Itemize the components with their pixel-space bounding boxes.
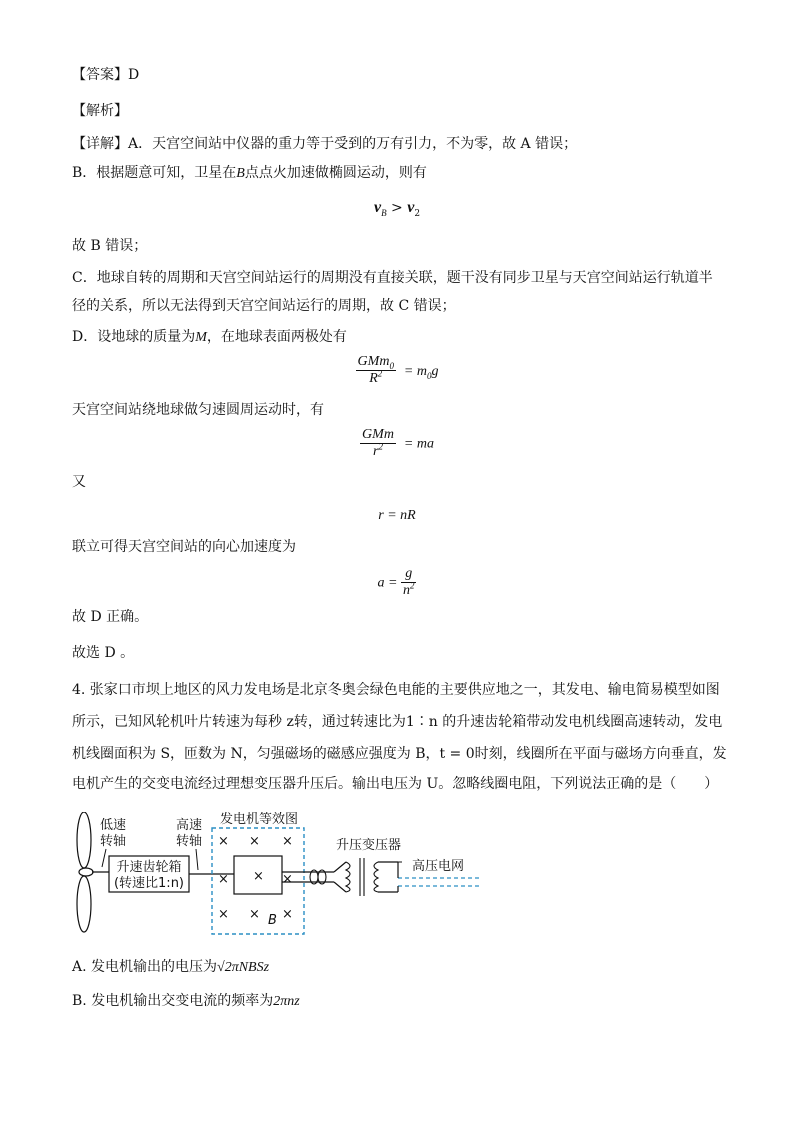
b-post: 点点火加速做椭圆运动，则有 — [244, 165, 427, 181]
answer-line — [72, 65, 139, 85]
answer-value: D — [128, 67, 140, 83]
c-line-2: 径的关系，所以无法得到天宫空间站运行的周期，故 C 错误； — [72, 298, 456, 314]
grid-label: 高压电网 — [412, 859, 465, 874]
b-pre: B．根据题意可知，卫星在 — [72, 165, 237, 181]
d-intro — [72, 327, 347, 348]
equation-velocity: $v_B > v_2$ — [373, 199, 421, 219]
d-post: ，在地球表面两极处有 — [206, 329, 347, 345]
q4-line-3: 机线圈面积为 S，匝数为 N，匀强磁场的磁感应强度为 B，t = 0时刻，线圈所在平面与磁场方向垂直，发 — [72, 746, 727, 762]
svg-text:×: × — [282, 907, 293, 922]
equation-orbit: $\frac{\text{GMm}}{r^2}$ = ma — [362, 427, 434, 459]
b-point: B — [236, 166, 245, 181]
answer-tag: 【答案】 — [72, 67, 128, 83]
high-speed-label-2: 转轴 — [176, 834, 203, 849]
option-a-text: A. 发电机输出的电压为 — [72, 959, 218, 975]
svg-text:×: × — [218, 872, 229, 887]
analysis-tag: 【解析】 — [72, 103, 128, 119]
low-speed-label-2: 转轴 — [100, 834, 127, 849]
q4-line-1: 4. 张家口市坝上地区的风力发电场是北京冬奥会绿色电能的主要供应地之一，其发电、输电简易模型如图 — [72, 682, 720, 698]
final-choice: 故选 D 。 — [72, 645, 135, 661]
svg-text:×: × — [282, 834, 293, 849]
svg-text:×: × — [249, 907, 260, 922]
equation-acceleration: a = $\frac{g}{n^2}$ — [377, 566, 415, 598]
d-mass: M — [195, 330, 207, 345]
high-speed-label-1: 高速 — [176, 818, 203, 833]
field-label: B — [268, 913, 277, 928]
equation-surface-gravity: $\frac{GMm_0}{R^2}$ = $m_0g$ — [357, 354, 439, 386]
d-pre: D．设地球的质量为 — [72, 329, 196, 345]
svg-text:×: × — [218, 834, 229, 849]
d-combined: 联立可得天宫空间站的向心加速度为 — [72, 539, 296, 555]
generator-diagram — [72, 812, 492, 940]
c-line-1: C．地球自转的周期和天宫空间站运行的周期没有直接关联，题干没有同步卫星与天宫空间站运行轨道半 — [72, 270, 713, 286]
b-conclusion: 故 B 错误； — [72, 238, 148, 254]
wind-turbine-icon — [77, 812, 93, 932]
svg-text:×: × — [282, 872, 293, 887]
q4-line-4: 电机产生的交变电流经过理想变压器升压后。输出电压为 U。忽略线圈电阻，下列说法正确的是（ ） — [72, 776, 719, 792]
gearbox-label-2: (转速比1:n) — [113, 876, 185, 891]
svg-text:×: × — [218, 907, 229, 922]
q4-line-2: 所示，已知风轮机叶片转速为每秒 z转，通过转速比为1∶n 的升速齿轮箱带动发电机线圈高速转动，发电 — [72, 714, 723, 730]
gearbox-label-1: 升速齿轮箱 — [116, 860, 182, 875]
d-conclusion: 故 D 正确。 — [72, 609, 149, 625]
generator-label: 发电机等效图 — [220, 812, 299, 827]
option-a-analysis — [72, 134, 577, 154]
option-a-expr: √2πNBSz — [217, 960, 270, 975]
low-speed-label-1: 低速 — [100, 818, 127, 833]
option-a-text: A．天宫空间站中仪器的重力等于受到的万有引力，不为零，故 A 错误； — [128, 136, 578, 152]
option-a — [72, 957, 269, 978]
d-orbit-text: 天宫空间站绕地球做匀速圆周运动时，有 — [72, 402, 324, 418]
option-b — [72, 991, 300, 1012]
transformer-label: 升压变压器 — [336, 838, 402, 853]
detail-tag: 【详解】 — [72, 136, 128, 152]
option-b-text: B. 发电机输出交变电流的频率为 — [72, 993, 274, 1009]
d-also: 又 — [72, 474, 86, 490]
option-b-analysis — [72, 163, 427, 184]
equation-radius: r = nR — [378, 508, 416, 523]
transformer-icon — [346, 858, 378, 896]
svg-text:×: × — [253, 869, 264, 884]
option-b-expr: 2πnz — [273, 994, 300, 1009]
svg-text:×: × — [249, 834, 260, 849]
